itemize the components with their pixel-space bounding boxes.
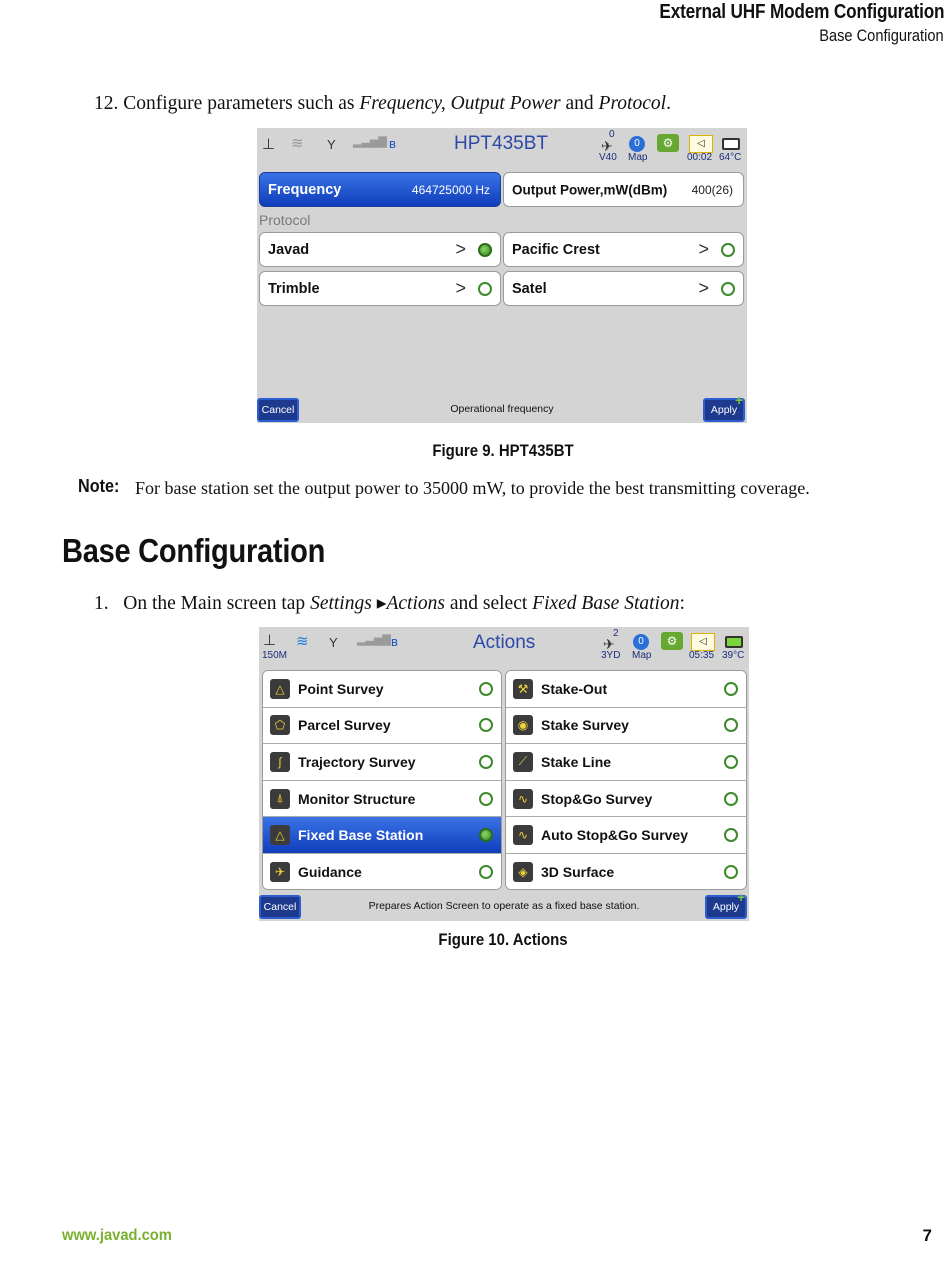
cancel-button[interactable]: Cancel — [257, 398, 299, 422]
note-label: Note: — [78, 476, 120, 496]
chevron-right-icon: > — [455, 238, 466, 259]
satellite-icon[interactable]: ✈ — [601, 138, 613, 154]
radio-selected-icon[interactable] — [479, 828, 493, 842]
website-link[interactable]: www.javad.com — [62, 1227, 172, 1244]
action-monitor-structure[interactable]: ⍋ Monitor Structure — [263, 781, 501, 818]
map-label: Map — [632, 650, 652, 661]
map-badge[interactable]: 0 — [633, 634, 649, 650]
frequency-value: 464725000 Hz — [411, 182, 490, 197]
network-label: 150M — [262, 650, 288, 661]
protocol-section-label: Protocol — [259, 212, 311, 228]
parcel-survey-icon: ⬠ — [270, 715, 290, 735]
map-label: Map — [628, 152, 648, 163]
output-power-field[interactable] — [503, 172, 744, 207]
action-stake-out[interactable]: ⚒ Stake-Out — [506, 671, 746, 708]
radio-icon[interactable] — [724, 792, 738, 806]
time-readout: 00:02 — [687, 152, 713, 163]
stop-and-go-survey-icon: ∿ — [513, 789, 533, 809]
plus-icon: + — [735, 392, 744, 408]
page-number: 7 — [922, 1226, 932, 1245]
action-stake-survey[interactable]: ◉ Stake Survey — [506, 708, 746, 745]
action-auto-stop-and-go-survey[interactable]: ∿ Auto Stop&Go Survey — [506, 817, 746, 854]
battery-full-icon — [725, 636, 743, 648]
frequency-field[interactable] — [259, 172, 501, 207]
satellite-icon[interactable]: ✈ — [603, 636, 615, 652]
stake-out-icon: ⚒ — [513, 679, 533, 699]
satellite-label: V40 — [599, 152, 617, 163]
radio-icon[interactable] — [479, 682, 493, 696]
satellite-count: 0 — [609, 129, 615, 140]
chevron-right-icon: > — [698, 277, 709, 298]
figure-9-caption: Figure 9. HPT435BT — [432, 441, 574, 460]
running-header-title: External UHF Modem Configuration — [659, 1, 944, 23]
cancel-button[interactable]: Cancel — [259, 895, 301, 919]
temperature-readout: 64°C — [719, 152, 742, 163]
protocol-satel[interactable]: Satel > — [503, 271, 744, 306]
stake-line-icon: ⟋ — [513, 752, 533, 772]
satellite-label: 3YD — [601, 650, 621, 661]
output-power-label: Output Power,mW(dBm) — [512, 182, 668, 197]
actions-screen — [259, 627, 749, 921]
output-power-value: 400(26) — [691, 182, 733, 197]
protocol-trimble[interactable]: Trimble > — [259, 271, 501, 306]
step-number: 12. — [94, 93, 119, 114]
radio-icon[interactable] — [724, 682, 738, 696]
protocol-javad[interactable]: Javad > — [259, 232, 501, 267]
auto-stop-and-go-survey-icon: ∿ — [513, 825, 533, 845]
note-text: For base station set the output power to 35000 mW, to provide the best transmitting coverage. — [135, 478, 810, 498]
figure-10-caption: Figure 10. Actions — [438, 930, 568, 949]
chevron-right-icon: > — [698, 238, 709, 259]
monitor-structure-icon: ⍋ — [270, 789, 290, 809]
radio-icon[interactable] — [479, 865, 493, 879]
menu-arrow-icon: ▸ — [376, 593, 387, 614]
3d-surface-icon: ◈ — [513, 862, 533, 882]
bluetooth-icon: ʙ — [389, 136, 396, 151]
protocol-pacific-crest[interactable]: Pacific Crest > — [503, 232, 744, 267]
network-icon: ⊥ — [262, 136, 276, 153]
step-number: 1. — [94, 593, 109, 614]
apply-button[interactable]: Apply — [705, 895, 747, 919]
radio-icon[interactable] — [479, 792, 493, 806]
screen-title: HPT435BT — [454, 133, 548, 154]
map-badge[interactable]: 0 — [629, 136, 645, 152]
frequency-label: Frequency — [268, 181, 342, 198]
action-guidance[interactable]: ✈ Guidance — [263, 854, 501, 890]
actions-list-left — [262, 670, 502, 890]
bluetooth-icon: ʙ — [391, 634, 398, 649]
wifi-icon: ≋ — [291, 135, 304, 152]
fixed-base-station-icon: △ — [270, 825, 290, 845]
action-stop-and-go-survey[interactable]: ∿ Stop&Go Survey — [506, 781, 746, 818]
screen-title: Actions — [473, 632, 536, 653]
stake-survey-icon: ◉ — [513, 715, 533, 735]
signal-bars-icon: ▂▃▅▇ — [357, 634, 391, 646]
step-12-text: 12. Configure parameters such as Frequency, Output Power and Protocol. — [94, 93, 671, 114]
radio-icon[interactable] — [478, 282, 492, 296]
signal-bars-icon: ▂▃▅▇ — [353, 136, 387, 148]
network-icon: ⊥ — [263, 632, 277, 649]
volume-icon[interactable]: ◁ — [691, 633, 715, 651]
battery-low-icon — [722, 138, 740, 150]
radio-icon[interactable] — [479, 718, 493, 732]
hint-text: Operational frequency — [450, 403, 554, 415]
step-1-text: 1. On the Main screen tap Settings ▸Actions and select Fixed Base Station: — [94, 593, 685, 614]
antenna-icon: Y — [327, 137, 336, 152]
radio-selected-icon[interactable] — [478, 243, 492, 257]
action-point-survey[interactable]: △ Point Survey — [263, 671, 501, 708]
antenna-icon: Y — [329, 635, 338, 650]
action-trajectory-survey[interactable]: ∫ Trajectory Survey — [263, 744, 501, 781]
action-parcel-survey[interactable]: ⬠ Parcel Survey — [263, 708, 501, 745]
radio-icon[interactable] — [724, 718, 738, 732]
running-header-subtitle: Base Configuration — [819, 26, 944, 45]
apply-button[interactable]: Apply — [703, 398, 745, 422]
satellite-count: 2 — [613, 628, 619, 639]
radio-icon[interactable] — [479, 755, 493, 769]
radio-icon[interactable] — [721, 243, 735, 257]
settings-gear-icon[interactable]: ⚙ — [661, 632, 683, 650]
radio-icon[interactable] — [721, 282, 735, 296]
hpt435bt-screen — [257, 128, 747, 423]
radio-icon[interactable] — [724, 865, 738, 879]
actions-list-right — [505, 670, 747, 890]
action-fixed-base-station[interactable]: △ Fixed Base Station — [263, 817, 501, 854]
volume-icon[interactable]: ◁ — [689, 135, 713, 153]
plus-icon: + — [737, 889, 746, 905]
action-3d-surface[interactable]: ◈ 3D Surface — [506, 854, 746, 890]
radio-icon[interactable] — [724, 755, 738, 769]
action-stake-line[interactable]: ⟋ Stake Line — [506, 744, 746, 781]
radio-icon[interactable] — [724, 828, 738, 842]
wifi-icon: ≋ — [296, 633, 309, 650]
hint-text: Prepares Action Screen to operate as a fixed base station. — [368, 900, 640, 912]
section-heading: Base Configuration — [62, 532, 326, 569]
point-survey-icon: △ — [270, 679, 290, 699]
time-readout: 05:35 — [689, 650, 715, 661]
chevron-right-icon: > — [455, 277, 466, 298]
trajectory-survey-icon: ∫ — [270, 752, 290, 772]
temperature-readout: 39°C — [722, 650, 745, 661]
guidance-icon: ✈ — [270, 862, 290, 882]
settings-gear-icon[interactable]: ⚙ — [657, 134, 679, 152]
